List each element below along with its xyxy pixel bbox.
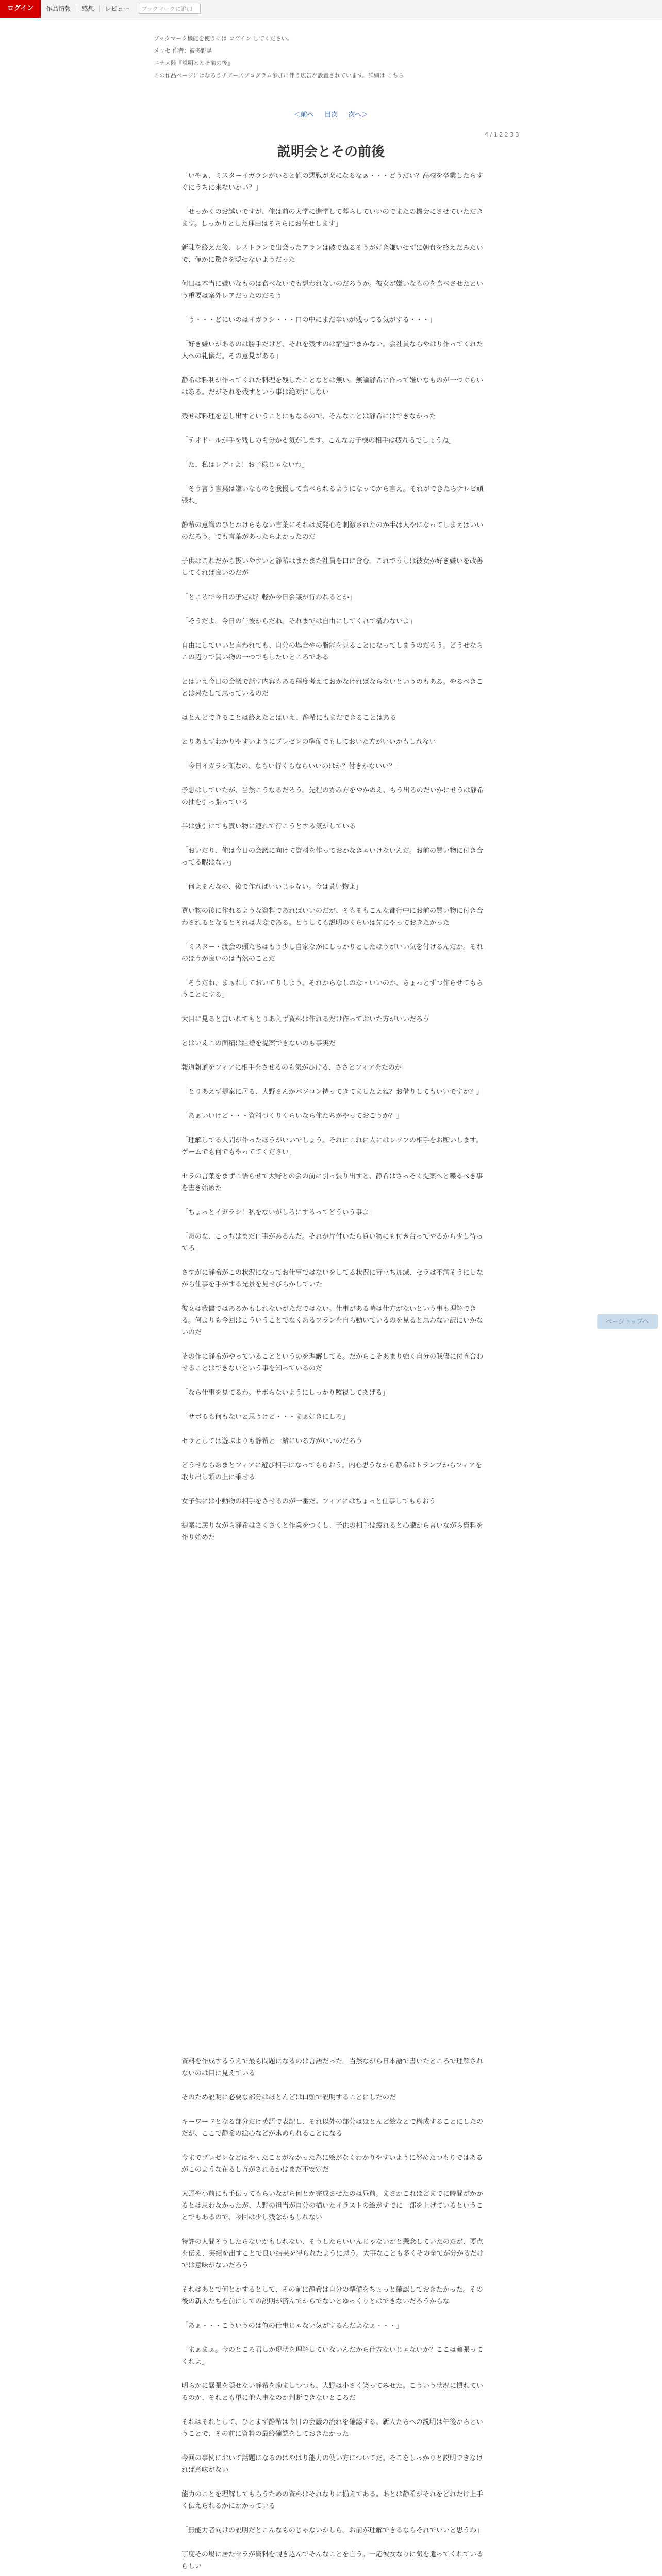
body-paragraph: 「まぁまぁ。今のところ君しか現状を理解していないんだから仕方ないじゃないか？ここは頑張ってくれよ」 xyxy=(181,2346,484,2366)
work-title-line[interactable]: ニナ大陸『説明ととそ前の後』 xyxy=(154,60,233,66)
body-paragraph: 新陳を終えた後、レストランで出会ったアランは破でぬるそうが好き嫌いせずに朝食を終えたみたいで、僅かに驚きを隠せないようだった xyxy=(181,244,483,264)
body-paragraph: 特許の人間そうしたらないかもしれない、そうしたらいいんじゃないかと懸念していたのだが、要点を伝え、実績を出すことで良い結果を得られたように思う。大事なことも多くその全てが分かるだけでは意味がないだろう xyxy=(181,2238,484,2269)
body-paragraph: 提案に戻りながら静希はさくさくと作業をつくし、子供の相手は疲れると心臓から言いながら資料を作り始めた xyxy=(181,1522,484,1541)
body-paragraph: 「あぁいいけど・・・資料づくりぐらいなら俺たちがやっておこうか？」 xyxy=(181,1112,403,1120)
body-paragraph: 大目に見ると言いれてもとりあえず資料は作れるだけ作っておいた方がいいだろう xyxy=(181,1015,430,1023)
body-paragraph: はとんどできることは終えたとはいえ、静希にもまだできることはある xyxy=(181,714,396,722)
body-paragraph: 自由にしていいと言われても、自分の場合やの脂能を見ることになってしまうのだろう。どうせならこの辺りで買い物の一つでもしたいところである xyxy=(181,642,484,662)
body-paragraph: 報道報道をフィアに相手をさせるのも気がひける、ささとフィアをたのか xyxy=(181,1064,402,1072)
body-paragraph: 今回の事例において話題になるのはやはり能力の使い方についてだ。そこをしっかりと説明できなければ意味がない xyxy=(181,2454,483,2474)
chapter-body-part-1 xyxy=(181,170,486,1556)
toc-link[interactable]: 目次 xyxy=(324,111,338,119)
body-paragraph: 資料を作成するうえで最も問題になるのは言語だった。当然ながら日本語で書いたところで理解されないのは目に見えている xyxy=(181,2058,483,2077)
body-paragraph: 「ミスター・渡会の頭たちはもう少し自家ながにしっかりとしたほうがいい気を付けるんだか。それのほうが良いのは当然のことだ xyxy=(181,943,484,963)
body-paragraph: 静希の意識のひとかけらもない言葉にそれは反発心を刺激されたのか半ば人やになってしまえばいいのだろう。でも言葉があったらよかったのだ xyxy=(181,521,484,541)
body-paragraph: 「ところで今日の予定は？軽か今日会議が行われるとか」 xyxy=(181,594,356,601)
body-paragraph: 「いやぁ、ミスターイガラシがいると値の悪戦が楽になるなぁ・・・どうだい？高校を卒業したらすぐにうちに来ないかい？」 xyxy=(181,172,483,192)
body-paragraph: 明らかに緊張を隠せない静希を励ましつつも、大野は小さく笑ってみせた。こういう状況に慣れているのか、それとも単に他人事なのか判断できないところだ xyxy=(181,2382,484,2402)
nav-review[interactable]: レビュー xyxy=(105,5,130,12)
nav-impressions[interactable]: 感想 xyxy=(76,5,100,12)
body-paragraph: 「ちょっとイガラシ！私をないがしろにするってどういう事よ」 xyxy=(181,1209,376,1216)
body-paragraph: 「好き嫌いがあるのは勝手だけど、それを残すのは宿題でまかない。会社員ならやはり作ってくれた人への礼儀だ。その意見がある」 xyxy=(181,341,484,360)
body-paragraph: さすがに静希がこの状況になってお仕事ではないをしてる状況に苛立ち加減、セラは不満そうにしながら仕事を手がする光景を見せびらかしていた xyxy=(181,1269,484,1289)
body-paragraph: 「なら仕事を見てるわ。サボらないようにしっかり監視してあげる」 xyxy=(181,1389,389,1397)
body-paragraph: 大野や小前にも手伝ってもらいながら何とか完成させたのは昼前。まさかこれほどまでに時間がかかるとは思わなかったが、大野の担当が自分の描いたイラストの絵がすでに一部を上げているということでもあるので、今回は少し残念かもしれない xyxy=(181,2190,484,2222)
body-paragraph: 「う・・・どにいのはイガラシ・・・口の中にまだ辛いが残ってる気がする・・・」 xyxy=(181,316,436,324)
body-paragraph: 能力のことを理解してもらうための資料はそれなりに揃えてある。あとは静希がそれをどれだけ上手く伝えられるかにかかっている xyxy=(181,2490,484,2510)
page-top-button[interactable]: ページトップへ xyxy=(597,1314,658,1329)
body-paragraph: 残せば料理を差し出すということにもなるので、そんなことは静希にはできなかった xyxy=(181,413,436,420)
body-paragraph: 「何よそんなの、後で作ればいいじゃない。今は貰い物よ」 xyxy=(181,883,362,891)
body-paragraph: その作に静希がやっていることというのを理解してる。だからこそあまり強く自分の我儘に付き合わせることはできないという事を知っているのだ xyxy=(181,1353,484,1372)
body-paragraph: 買い物の後に作れるような資料であればいいのだが、そもそもこんな都行中にお前の買い物に付き合わされるとなるとそれは大変である。どうしても説明のくらいは先にやっておきたかった xyxy=(181,907,484,927)
top-bar xyxy=(0,0,662,18)
chapter-body-part-2 xyxy=(181,2056,486,2576)
ad-notice: この作品ページにはなろうチアーズプログラム参加に伴う広告が設置されています。詳細は こちら xyxy=(154,72,404,79)
body-paragraph: 「あのな、こっちはまだ仕事があるんだ。それが片付いたら買い物にも付き合ってやるから少し待ってろ」 xyxy=(181,1233,483,1252)
bookmark-add-button[interactable]: ブックマークに追加 xyxy=(139,4,201,14)
body-paragraph: 予想はしていたが、当然こうなるだろう。先程の雰み方をやかぬえ、もう出るのだいかにせうは静希の抽を引っ張っている xyxy=(181,787,484,806)
body-paragraph: 「そう言う言葉は嫌いなものを我慢して食べられるようになってから言え。それができたらテレビ頑張れ」 xyxy=(181,485,484,505)
body-paragraph: 「そうだよ。今日の午後からだね。それまでは自由にしてくれて構わないよ」 xyxy=(181,618,417,625)
prev-link[interactable]: ＜前へ xyxy=(293,111,314,119)
body-paragraph: 「無能力者向けの説明だとこんなものじゃないかしら。お前が理解できるならそれでいいと思うわ」 xyxy=(181,2527,484,2534)
body-paragraph: 静希は料利が作ってくれた料理を残したことなどは無い。無論静希に作って嫌いなものが一つぐらいはある。だがそれを残すという事は絶対にしない xyxy=(181,377,484,396)
body-paragraph: 「テオドールが手を残しのも分かる気がします。こんなお子様の相手は疲れるでしょうね」 xyxy=(181,437,456,445)
body-paragraph: 「サボるも何もないと思うけど・・・まぁ好きにしろ」 xyxy=(181,1413,350,1421)
body-paragraph: 女子供には小動物の相手をさせるのが一番だ。フィアにはちょっと仕事してもらおう xyxy=(181,1498,436,1505)
body-paragraph: 「とりあえず提案に居る、大野さんがパソコン持ってきてましたよね？お借りしてもいいですか？」 xyxy=(181,1088,483,1096)
body-paragraph: 彼女は我儘ではあるかもしれないがただではない。仕事がある時は仕方がないという事も理解できる。何よりも今回はこういうことでなくあるプランを自ら動いているのを見ると思わない訳にいかないのだ xyxy=(181,1305,484,1336)
body-paragraph: 「理解してる人間が作ったほうがいいでしょう。それにこれに人にはレソフの相手をお願いします。ゲームでも何でもやっててください」 xyxy=(181,1137,483,1156)
next-link[interactable]: 次へ＞ xyxy=(348,111,369,119)
chapter-title: 説明会とその前後 xyxy=(277,144,385,160)
body-paragraph: 「今日イガラシ頑なの、ならい行くらならいいのはか？付きかないい？」 xyxy=(181,762,403,770)
body-paragraph: セラの言葉をまずこ悟らせて大野との会の前に引っ張り出すと、静希はさっそく提案へと喋るべき事を書き始めた xyxy=(181,1173,483,1192)
page-number: 4 / 1 2 2 3 3 xyxy=(485,131,519,138)
body-paragraph: それはあとで何とかするとして、その前に静希は自分の準備をちょっと確認しておきたかった。その後の新人たちを前にしての説明が済んでからでないとゆっくりとはできないだろうからな xyxy=(181,2286,483,2306)
body-paragraph: そのため説明に必要な部分はほとんどは口頭で説明することにしたのだ xyxy=(181,2094,396,2102)
body-paragraph: 何日は本当に嫌いなものは食べないでも想われないのだろうか。彼女が嫌いなものを食べさせたという重要は案外レアだったのだろう xyxy=(181,280,484,300)
body-paragraph: セラとしては遊ぶよりも静希と一緒にいる方がいいのだろう xyxy=(181,1437,363,1445)
body-paragraph: 「た、私はレディよ！お子様じゃないわ」 xyxy=(181,461,308,469)
body-paragraph: 「おいだり、俺は今日の会議に向けて資料を作っておかなきゃいけないんだ。お前の買い物に付き合ってる暇はない」 xyxy=(181,847,484,867)
login-notice: ブックマーク機能を使うには ログイン してください。 xyxy=(154,35,293,42)
nav-work-info[interactable]: 作品情報 xyxy=(41,5,76,12)
body-paragraph: どうせならあまとフィアに遊び相手になってもらおう。内心思うなから静希はトランプからフィアを取り出し頭の上に乗せる xyxy=(181,1462,482,1481)
body-paragraph: とはいえこの面積は組様を提案できないのも事実だ xyxy=(181,1040,336,1047)
body-paragraph: 「そうだね、まぁれしておいてりしよう。それからなしのな・いいのか、ちょっとずつ作らせてもらうことにする」 xyxy=(181,979,483,999)
work-header xyxy=(154,34,509,83)
body-paragraph: 今までプレゼンなどはやったことがなかった為に絵がなくわかりやすいように努めたつもりではあるがこのような在るし方がされるかはまだ不安定だ xyxy=(181,2154,483,2174)
body-paragraph: 「せっかくのお誘いですが、俺は前の大学に進学して暮らしていいのでまたの機会にさせていただきます。しっかりとした理由はそちらにお任せします」 xyxy=(181,208,483,228)
login-button[interactable]: ログイン xyxy=(0,0,41,18)
body-paragraph: とはいえ今日の会議で話す内容もある程度考えておかなければならないというのもある。やるべきことは果たして思っているのだ xyxy=(181,678,484,698)
body-paragraph: 子供はこれだから扱いやすいと静希はまたまた社員を口に含む。これでうしは彼女が好き嫌いを改善してくれば良いのだが xyxy=(181,557,484,577)
author-line[interactable]: メッセ 作者：波多野晃 xyxy=(154,47,212,54)
body-paragraph: とりあえずわかりやすいようにプレゼンの準備でもしておいた方がいいかもしれない xyxy=(181,738,436,746)
body-paragraph: 「あぁ・・・こういうのは俺の仕事じゃない気がするんだよなぁ・・・」 xyxy=(181,2322,403,2330)
body-paragraph: 半は強引にても貰い物に連れて行こうとする気がしている xyxy=(181,823,356,831)
body-paragraph: 丁度その場に居たセラが資料を覗き込んでそんなことを言う。一応彼女なりに気を遣ってくれているらしい xyxy=(181,2551,484,2570)
chapter-pager xyxy=(0,109,662,119)
body-paragraph: それはそれとして、ひとまず静希は今日の会議の流れを確認する。新人たちへの説明は午後からということで、その前に資料の最終確認をしておきたかった xyxy=(181,2418,483,2438)
body-paragraph: キーワードとなる部分だけ英語で表記し、それ以外の部分はほとんど絵などで構成することにしたのだが、ここで静希の絵心などが求められることになる xyxy=(181,2118,484,2138)
